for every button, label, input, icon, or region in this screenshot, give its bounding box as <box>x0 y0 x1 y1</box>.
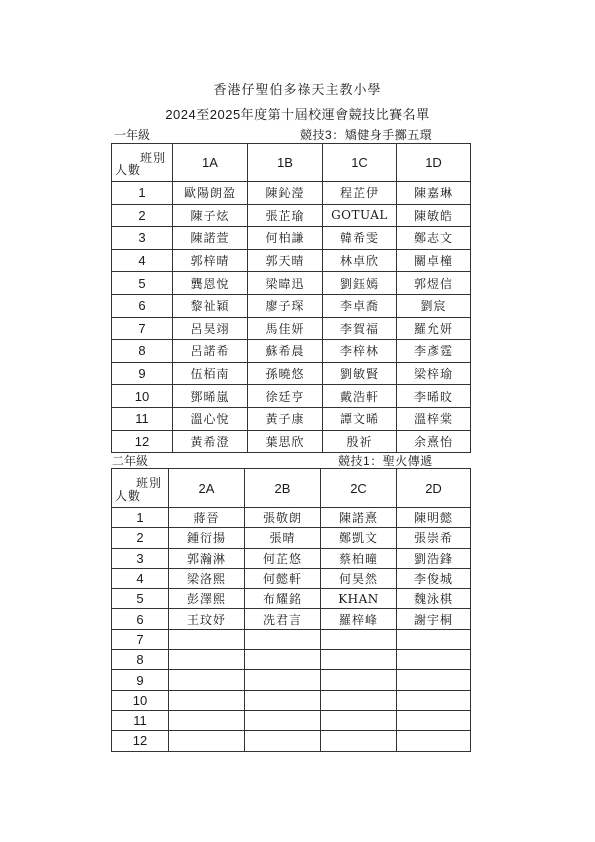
student-name-cell: 張晴 <box>245 528 321 548</box>
row-number: 9 <box>112 362 173 385</box>
student-name-cell: 梁梓瑜 <box>397 362 471 385</box>
student-name-cell: 羅梓峰 <box>321 609 397 629</box>
student-name-cell: KHAN <box>321 589 397 609</box>
student-name-cell: 溫心悅 <box>173 407 248 430</box>
col-header: 1D <box>397 144 471 182</box>
student-name-cell: 何芷悠 <box>245 548 321 568</box>
student-name-cell: 郭梓晴 <box>173 249 248 272</box>
row-number: 2 <box>112 528 169 548</box>
student-name-cell: GOTUAL <box>323 204 397 227</box>
student-name-cell: 郭瀚淋 <box>169 548 245 568</box>
student-name-cell <box>169 670 245 690</box>
student-name-cell: 程芷伊 <box>323 182 397 205</box>
student-name-cell: 張芷瑜 <box>248 204 323 227</box>
student-name-cell: 羅允妍 <box>397 317 471 340</box>
title-year-end: 2025 <box>209 107 241 122</box>
student-name-cell <box>321 670 397 690</box>
school-title: 香港仔聖伯多祿天主教小學 <box>213 83 382 98</box>
student-name-cell: 謝宇桐 <box>397 609 471 629</box>
student-name-cell: 梁洛熙 <box>169 568 245 588</box>
student-name-cell <box>321 731 397 751</box>
student-name-cell: 劉宸 <box>397 294 471 317</box>
table-row <box>112 650 471 670</box>
student-name-cell <box>245 670 321 690</box>
grade2-event-name: ：聖火傳遞 <box>370 454 433 468</box>
row-number: 7 <box>112 629 169 649</box>
student-name-cell: 伍栢南 <box>173 362 248 385</box>
student-name-cell: 李梓林 <box>323 340 397 363</box>
table-row <box>112 317 471 340</box>
grade2-event-prefix: 競技 <box>338 454 364 468</box>
table-row <box>112 340 471 363</box>
student-name-cell: 李賀福 <box>323 317 397 340</box>
table-row <box>112 528 471 548</box>
student-name-cell: 蔣晉 <box>169 508 245 528</box>
row-number: 12 <box>112 430 173 453</box>
student-name-cell: 馬佳妍 <box>248 317 323 340</box>
row-number: 8 <box>112 650 169 670</box>
col-header: 2D <box>397 469 471 508</box>
student-name-cell: 陳子炫 <box>173 204 248 227</box>
student-name-cell: 郭煜信 <box>397 272 471 295</box>
student-name-cell: 龔恩悅 <box>173 272 248 295</box>
row-number: 4 <box>112 568 169 588</box>
student-name-cell: 鄭凱文 <box>321 528 397 548</box>
table-row <box>112 710 471 730</box>
table-row <box>112 670 471 690</box>
student-name-cell: 蔡柏曈 <box>321 548 397 568</box>
student-name-cell: 何昊然 <box>321 568 397 588</box>
col-header: 1A <box>173 144 248 182</box>
student-name-cell: 冼君言 <box>245 609 321 629</box>
student-name-cell: 徐廷亨 <box>248 385 323 408</box>
student-name-cell: 黃希澄 <box>173 430 248 453</box>
student-name-cell: 李卓喬 <box>323 294 397 317</box>
corner-class-label: 班別 <box>139 151 166 165</box>
student-name-cell: 何柏謙 <box>248 227 323 250</box>
table-row <box>112 272 471 295</box>
table-row <box>112 629 471 649</box>
student-name-cell <box>321 629 397 649</box>
student-name-cell: 葉思欣 <box>248 430 323 453</box>
student-name-cell: 陳明懿 <box>397 508 471 528</box>
corner-count-label: 人數 <box>115 163 142 177</box>
grade2-roster-table <box>111 468 471 752</box>
student-name-cell: 魏泳棋 <box>397 589 471 609</box>
grade2-label: 二年級 <box>112 454 149 468</box>
student-name-cell <box>397 650 471 670</box>
table-row <box>112 182 471 205</box>
table-row <box>112 249 471 272</box>
student-name-cell: 陳敏皓 <box>397 204 471 227</box>
document-title <box>0 104 595 123</box>
table-row <box>112 690 471 710</box>
col-header: 1B <box>248 144 323 182</box>
table-row <box>112 731 471 751</box>
student-name-cell <box>321 690 397 710</box>
corner-cell <box>112 144 173 182</box>
row-number: 11 <box>112 407 173 430</box>
student-name-cell <box>397 629 471 649</box>
row-number: 1 <box>112 182 173 205</box>
student-name-cell: 李彥霆 <box>397 340 471 363</box>
grade1-event-name: ：矯健身手擲五環 <box>332 128 433 142</box>
student-name-cell <box>397 731 471 751</box>
corner-class-label: 班別 <box>135 476 162 490</box>
grade2-event <box>338 452 433 469</box>
student-name-cell: 呂諾希 <box>173 340 248 363</box>
student-name-cell: 郭天晴 <box>248 249 323 272</box>
student-name-cell <box>397 710 471 730</box>
row-number: 1 <box>112 508 169 528</box>
table-row <box>112 589 471 609</box>
title-rest: 年度第十屆校運會競技比賽名單 <box>240 108 430 123</box>
student-name-cell: 陳諾萱 <box>173 227 248 250</box>
student-name-cell: 李晞旼 <box>397 385 471 408</box>
table-row <box>112 430 471 453</box>
student-name-cell: 彭澤熙 <box>169 589 245 609</box>
student-name-cell <box>245 690 321 710</box>
row-number: 6 <box>112 294 173 317</box>
row-number: 10 <box>112 385 173 408</box>
grade1-event-no: 3 <box>325 128 333 142</box>
table-row <box>112 568 471 588</box>
student-name-cell <box>397 690 471 710</box>
student-name-cell: 呂昊翊 <box>173 317 248 340</box>
row-number: 3 <box>112 227 173 250</box>
table-row <box>112 548 471 568</box>
row-number: 11 <box>112 710 169 730</box>
col-header: 2A <box>169 469 245 508</box>
student-name-cell <box>245 629 321 649</box>
grade1-event-prefix: 競技 <box>300 128 326 142</box>
row-number: 7 <box>112 317 173 340</box>
student-name-cell: 布耀銘 <box>245 589 321 609</box>
row-number: 12 <box>112 731 169 751</box>
student-name-cell: 黃子康 <box>248 407 323 430</box>
row-number: 2 <box>112 204 173 227</box>
student-name-cell: 劉敏賢 <box>323 362 397 385</box>
table-row <box>112 204 471 227</box>
col-header: 2B <box>245 469 321 508</box>
student-name-cell <box>245 731 321 751</box>
table-row <box>112 294 471 317</box>
grade2-header-row <box>112 469 471 508</box>
grade2-event-no: 1 <box>363 454 371 468</box>
student-name-cell: 蘇希晨 <box>248 340 323 363</box>
student-name-cell: 關卓橦 <box>397 249 471 272</box>
student-name-cell <box>321 710 397 730</box>
student-name-cell: 戴浩軒 <box>323 385 397 408</box>
row-number: 10 <box>112 690 169 710</box>
student-name-cell: 陳諾熹 <box>321 508 397 528</box>
grade1-header-row <box>112 144 471 182</box>
student-name-cell <box>169 710 245 730</box>
row-number: 3 <box>112 548 169 568</box>
row-number: 9 <box>112 670 169 690</box>
student-name-cell: 溫梓棠 <box>397 407 471 430</box>
col-header: 2C <box>321 469 397 508</box>
col-header: 1C <box>323 144 397 182</box>
student-name-cell: 殷祈 <box>323 430 397 453</box>
student-name-cell <box>169 731 245 751</box>
table-row <box>112 362 471 385</box>
grade1-event <box>300 126 432 143</box>
student-name-cell: 孫曉悠 <box>248 362 323 385</box>
student-name-cell: 張崇希 <box>397 528 471 548</box>
corner-count-label: 人數 <box>115 489 142 503</box>
student-name-cell: 王玟妤 <box>169 609 245 629</box>
student-name-cell: 陳鈊瀅 <box>248 182 323 205</box>
student-name-cell <box>169 629 245 649</box>
student-name-cell: 張敬朗 <box>245 508 321 528</box>
table-row <box>112 609 471 629</box>
table-row <box>112 407 471 430</box>
student-name-cell <box>169 690 245 710</box>
grade1-label: 一年級 <box>114 128 151 142</box>
title-year-start: 2024 <box>165 107 197 122</box>
student-name-cell <box>245 650 321 670</box>
row-number: 5 <box>112 272 173 295</box>
row-number: 8 <box>112 340 173 363</box>
student-name-cell: 余熹怡 <box>397 430 471 453</box>
student-name-cell: 何懿軒 <box>245 568 321 588</box>
table-row <box>112 508 471 528</box>
table-row <box>112 385 471 408</box>
student-name-cell: 韓希雯 <box>323 227 397 250</box>
student-name-cell: 黎祉穎 <box>173 294 248 317</box>
student-name-cell: 鍾衍揚 <box>169 528 245 548</box>
student-name-cell: 梁暐迅 <box>248 272 323 295</box>
grade1-roster-table <box>111 143 471 453</box>
row-number: 6 <box>112 609 169 629</box>
student-name-cell <box>245 710 321 730</box>
row-number: 4 <box>112 249 173 272</box>
student-name-cell: 林卓欣 <box>323 249 397 272</box>
student-name-cell: 譚文晞 <box>323 407 397 430</box>
student-name-cell: 鄭志文 <box>397 227 471 250</box>
student-name-cell: 陳嘉琳 <box>397 182 471 205</box>
student-name-cell: 李俊城 <box>397 568 471 588</box>
student-name-cell: 劉鈺嫣 <box>323 272 397 295</box>
student-name-cell: 廖子琛 <box>248 294 323 317</box>
student-name-cell <box>321 650 397 670</box>
student-name-cell <box>397 670 471 690</box>
student-name-cell <box>169 650 245 670</box>
title-mid: 至 <box>196 108 210 123</box>
student-name-cell: 鄧晞嵐 <box>173 385 248 408</box>
row-number: 5 <box>112 589 169 609</box>
corner-cell <box>112 469 169 508</box>
table-row <box>112 227 471 250</box>
student-name-cell: 歐陽朗盈 <box>173 182 248 205</box>
student-name-cell: 劉浩鋒 <box>397 548 471 568</box>
